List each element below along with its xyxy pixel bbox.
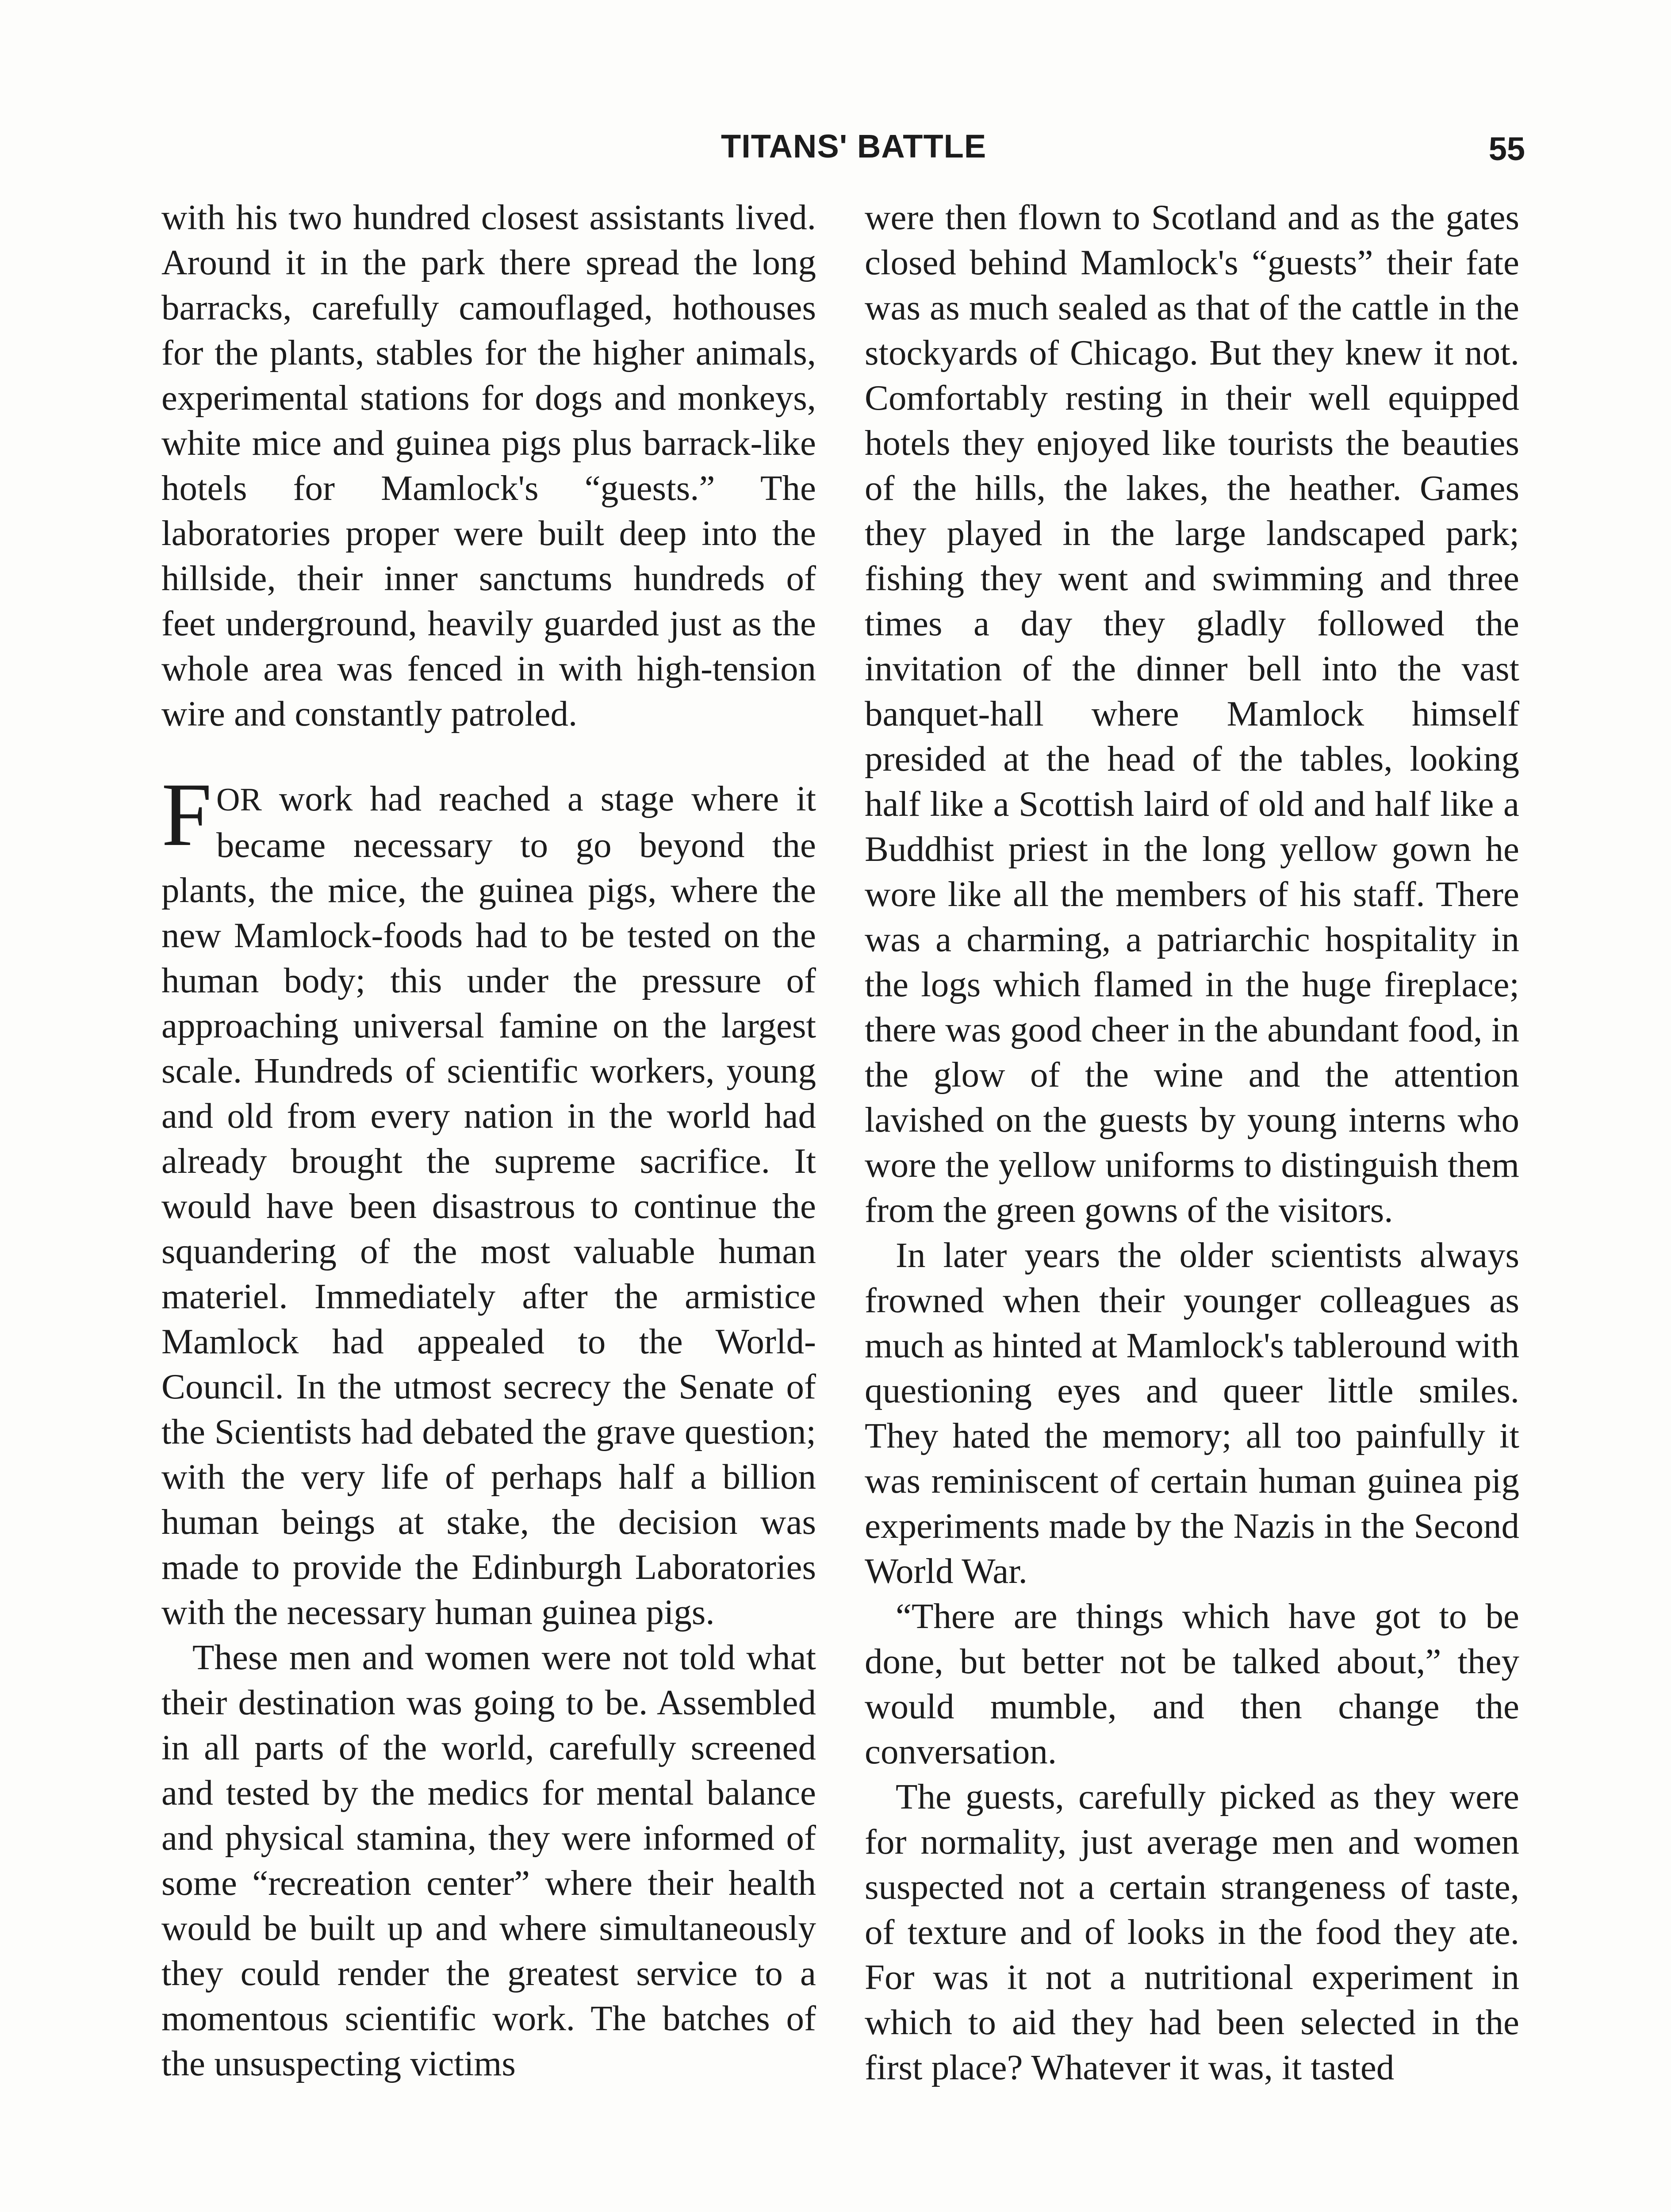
paragraph-text: work had reached a stage where it became necessary to go beyond the plants, the mice, the guinea pigs, where the new Mamlock-foods had to be tested on the human body; this under the pressure of approaching universal famine on the largest scale. Hundreds of scientific workers, young and old from every nation in the world had already brought the supreme sacrifice. It would have been disastrous to continue the squandering of the most valuable human materiel. Immediately after the armistice Mamlock had appealed to the World-Council. In the utmost secrecy the Senate of the Scientists had debated the grave question; with the very life of perhaps half a billion human beings at stake, the decision was made to provide the Edinburgh Laboratories with the necessary human guinea pigs. — [161, 779, 816, 1632]
running-title: TITANS' BATTLE — [721, 128, 987, 165]
paragraph: In later years the older scientists always frowned when their younger colleagues as much as hinted at Mamlock's tableround with questioning eyes and queer little smiles. They hated the memory; all too painfully it was reminiscent of certain human guinea pig experiments made by the Nazis in the Second World War. — [865, 1235, 1519, 1591]
left-column — [161, 195, 816, 2086]
right-column — [865, 195, 1519, 2090]
paragraph: were then flown to Scotland and as the gates closed behind Mamlock's “guests” their fate was as much sealed as that of the cattle in the stockyards of Chicago. But they knew it not. Comfortably resting in their well equipped hotels they enjoyed like tourists the beauties of the hills, the lakes, the heather. Games they played in the large landscaped park; fishing they went and swimming and three times a day they gladly followed the invitation of the dinner bell into the vast banquet-hall where Mamlock himself presided at the head of the tables, looking half like a Scottish laird of old and half like a Buddhist priest in the long yellow gown he wore like all the members of his staff. There was a charming, a patriarchic hospitality in the logs which flamed in the huge fireplace; there was good cheer in the abundant food, in the glow of the wine and the attention lavished on the guests by young interns who wore the yellow uniforms to distinguish them from the green gowns of the visitors. — [865, 197, 1519, 1230]
paragraph: “There are things which have got to be done, but better not be talked about,” they would mumble, and then change the conversation. — [865, 1596, 1519, 1771]
running-head — [0, 127, 1671, 167]
lead-word: OR — [216, 782, 262, 818]
drop-cap: F — [161, 764, 212, 865]
page-number: 55 — [1488, 131, 1525, 167]
paragraph: with his two hundred closest assistants lived. Around it in the park there spread the long barracks, carefully camouflaged, hothouses for the plants, stables for the higher animals, experimental stations for dogs and monkeys, white mice and guinea pigs plus barrack-like hotels for Mamlock's “guests.” The laboratories proper were built deep into the hillside, their inner sanctums hundreds of feet underground, heavily guarded just as the whole area was fenced in with high-tension wire and constantly patroled. — [161, 197, 816, 733]
paragraph: The guests, carefully picked as they were for normality, just average men and women suspected not a certain strangeness of taste, of texture and of looks in the food they ate. For was it not a nutritional experiment in which to aid they had been selected in the first place? Whatever it was, it tasted — [865, 1777, 1519, 2087]
paragraph-with-dropcap — [161, 764, 816, 1635]
paragraph: These men and women were not told what their destination was going to be. Assembled in all parts of the world, carefully screened and tested by the medics for mental balance and physical stamina, they were informed of some “recreation center” where their health would be built up and where simultaneously they could render the greatest service to a momentous scientific work. The batches of the unsuspecting victims — [161, 1637, 816, 2083]
